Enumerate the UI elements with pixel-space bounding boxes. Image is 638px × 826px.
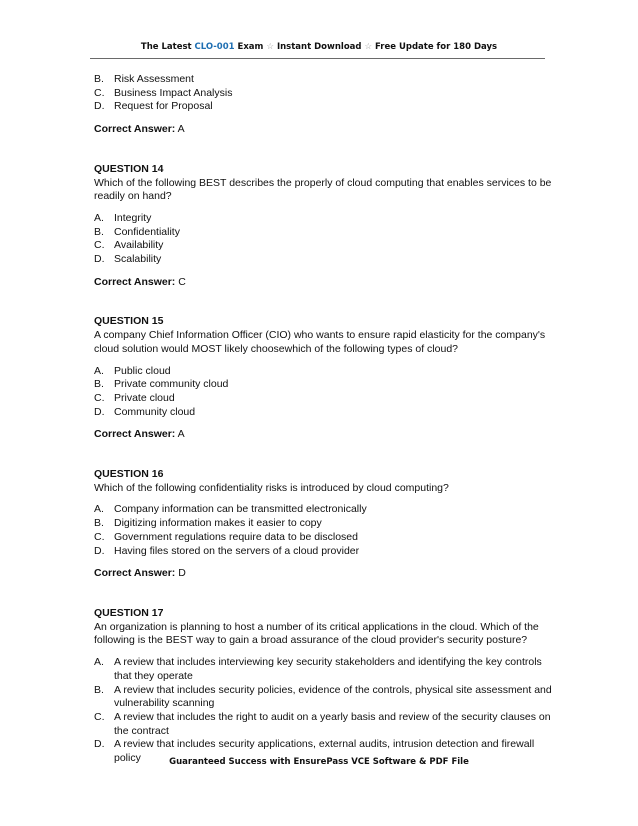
option: B. Digitizing information makes it easier to copy bbox=[94, 517, 322, 530]
option: A. A review that includes interviewing key security stakeholders and identifying the key controls that they operate bbox=[94, 656, 542, 682]
question-title: QUESTION 14 bbox=[94, 162, 164, 175]
option: C. Private cloud bbox=[94, 391, 175, 404]
option: B. Risk Assessment bbox=[94, 73, 194, 85]
page-footer: Guaranteed Success with EnsurePass VCE Software & PDF File bbox=[169, 757, 469, 767]
option: D. A review that includes security applications, external audits, intrusion detection and firewall policy bbox=[94, 738, 535, 765]
question-16 bbox=[94, 468, 554, 581]
option: B. A review that includes security policies, evidence of the controls, physical site assessment and vulnerability scanning bbox=[94, 683, 552, 710]
star-icon: ☆ bbox=[266, 42, 274, 52]
question-text: A company Chief Information Officer (CIO) who wants to ensure rapid elasticity for the company's cloud solution would MOST likely choosewhich of the following types of cloud? bbox=[94, 329, 546, 355]
correct-answer: Correct Answer: A bbox=[94, 428, 185, 441]
page-header: The Latest CLO-001 Exam ☆ Instant Download ☆ Free Update for 180 Days bbox=[140, 42, 498, 52]
question-title: QUESTION 17 bbox=[94, 606, 164, 619]
previous-question-options bbox=[94, 73, 554, 114]
header-divider bbox=[90, 58, 545, 59]
option: C. Business Impact Analysis bbox=[94, 86, 233, 99]
option: C. A review that includes the right to audit on a yearly basis and review of the security clauses on the contract bbox=[94, 710, 551, 737]
option: D. Request for Proposal bbox=[94, 100, 213, 113]
question-14 bbox=[94, 163, 554, 290]
option: B. Private community cloud bbox=[94, 378, 229, 391]
option: A. Integrity bbox=[94, 211, 152, 224]
option: D. Scalability bbox=[94, 253, 162, 266]
option: C. Availability bbox=[94, 239, 164, 252]
question-title: QUESTION 16 bbox=[94, 468, 164, 481]
correct-answer: Correct Answer: C bbox=[94, 275, 186, 288]
question-15 bbox=[94, 315, 554, 442]
correct-answer: Correct Answer: A bbox=[94, 123, 185, 136]
option: A. Company information can be transmitted electronically bbox=[94, 503, 367, 516]
correct-answer: Correct Answer: D bbox=[94, 567, 186, 580]
question-title: QUESTION 15 bbox=[94, 315, 164, 328]
exam-code: CLO-001 bbox=[194, 42, 235, 52]
question-17 bbox=[94, 607, 554, 766]
question-text: Which of the following confidentiality risks is introduced by cloud computing? bbox=[94, 481, 449, 494]
option: B. Confidentiality bbox=[94, 225, 180, 238]
option: A. Public cloud bbox=[94, 364, 171, 377]
question-text: An organization is planning to host a number of its critical applications in the cloud. Which of the following is the BEST way to gain a broad assurance of the cloud provider's security posture? bbox=[94, 620, 539, 647]
option: C. Government regulations require data to be disclosed bbox=[94, 530, 358, 543]
option: D. Community cloud bbox=[94, 405, 196, 418]
star-icon: ☆ bbox=[364, 42, 373, 52]
question-text: Which of the following BEST describes the properly of cloud computing that enables services to be readily on hand? bbox=[94, 176, 552, 203]
option: D. Having files stored on the servers of a cloud provider bbox=[94, 544, 360, 557]
document-body bbox=[94, 73, 554, 766]
